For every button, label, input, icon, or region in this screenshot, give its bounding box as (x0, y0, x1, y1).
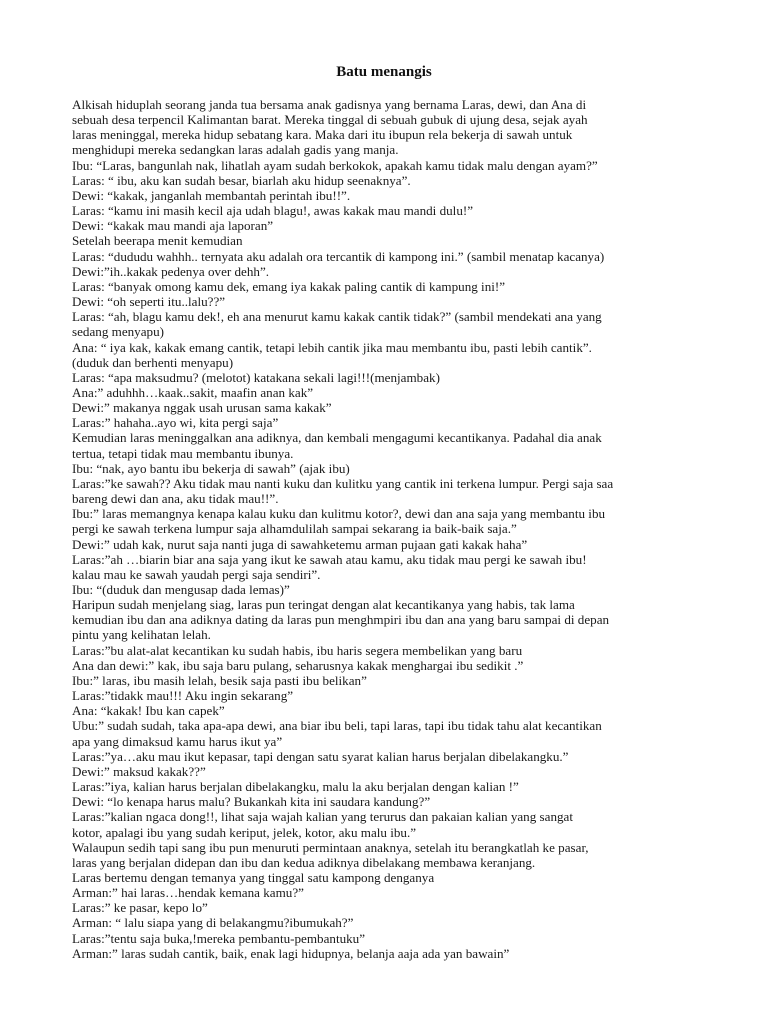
text-line: Alkisah hiduplah seorang janda tua bersama anak gadisnya yang bernama Laras, dewi, dan Ana di (72, 97, 587, 112)
text-line: Ana dan dewi:” kak, ibu saja baru pulang, seharusnya kakak menghargai ibu sedikit .” (72, 657, 524, 673)
text-line: kotor, apalagi ibu yang sudah keriput, jelek, kotor, aku malu ibu.” (72, 824, 417, 840)
text-line: Arman: “ lalu siapa yang di belakangmu?ibumukah?” (72, 915, 354, 931)
text-line: menghidupi mereka sedangkan laras adalah gadis yang manja. (72, 142, 399, 158)
text-line: Dewi:” makanya nggak usah urusan sama kakak” (72, 400, 332, 416)
text-line: Laras:”tentu saja buka,!mereka pembantu-pembantuku” (72, 930, 366, 946)
document-title: Batu menangis (336, 64, 432, 80)
text-line: Laras bertemu dengan temanya yang tinggal satu kampong denganya (72, 869, 435, 885)
text-line: Laras:” hahaha..ayo wi, kita pergi saja” (72, 415, 279, 431)
text-line: Laras:”ke sawah?? Aku tidak mau nanti kuku dan kulitku yang cantik ini terkena lumpur. Pergi saja saa (72, 475, 614, 491)
text-line: Arman:” laras sudah cantik, baik, enak lagi hidupnya, belanja aaja ada yan bawain” (72, 945, 510, 961)
text-line: Ibu: “(duduk dan mengusap dada lemas)” (72, 582, 290, 597)
text-line: Walaupun sedih tapi sang ibu pun menuruti permintaan anaknya, setelah itu berangkatlah ke pasar, (72, 839, 589, 855)
text-line: Laras: “ah, blagu kamu dek!, eh ana menurut kamu kakak cantik tidak?” (sambil mendekati ana yang (72, 309, 602, 325)
text-line: Dewi: “lo kenapa harus malu? Bukankah kita ini saudara kandung?” (72, 794, 431, 810)
text-line: Setelah beerapa menit kemudian (72, 233, 243, 249)
text-line: tertua, tetapi tidak mau membantu ibunya. (72, 445, 294, 461)
text-line: Ana: “ iya kak, kakak emang cantik, tetapi lebih cantik jika mau membantu ibu, pasti lebih cantik”. (72, 339, 592, 355)
text-line: Dewi:” udah kak, nurut saja nanti juga di sawahketemu arman pujaan gati kakak haha” (72, 536, 528, 552)
text-line: Ibu: “nak, ayo bantu ibu bekerja di sawah” (ajak ibu) (72, 460, 350, 476)
text-line: Laras:”iya, kalian harus berjalan dibelakangku, malu la aku berjalan dengan kalian !” (72, 779, 519, 795)
text-line: pergi ke sawah terkena lumpur saja alhamdulilah sampai sekarang ia baik-baik saja.” (72, 521, 517, 537)
text-line: bareng dewi dan ana, aku tidak mau!!”. (72, 491, 279, 507)
text-line: Dewi: “kakak, janganlah membantah perintah ibu!!”. (72, 187, 351, 203)
text-line: Ana: “kakak! Ibu kan capek” (72, 703, 225, 719)
text-line: Laras:”ya…aku mau ikut kepasar, tapi dengan satu syarat kalian harus berjalan dibelakangku.” (72, 748, 569, 764)
text-line: Kemudian laras meninggalkan ana adiknya, dan kembali mengagumi kecantikanya. Padahal dia anak (72, 430, 602, 446)
text-line: Laras: “apa maksudmu? (melotot) katakana sekali lagi!!!(menjambak) (72, 369, 440, 385)
text-line: apa yang dimaksud kamu harus ikut ya” (72, 733, 283, 749)
text-line: Dewi:”ih..kakak pedenya over dehh”. (72, 263, 270, 279)
text-line: Laras: “ ibu, aku kan sudah besar, biarlah aku hidup seenaknya”. (72, 172, 411, 188)
text-line: Dewi: “kakak mau mandi aja laporan” (72, 218, 274, 234)
text-line: Laras: “dududu wahhh.. ternyata aku adalah ora tercantik di kampong ini.” (sambil menatap kacanya) (72, 248, 605, 264)
text-line: Dewi:” maksud kakak??” (72, 763, 206, 779)
text-line: Laras:”ah …biarin biar ana saja yang ikut ke sawah atau kamu, aku tidak mau pergi ke sawah ibu! (72, 551, 587, 567)
text-line: Ubu:” sudah sudah, taka apa-apa dewi, ana biar ibu beli, tapi laras, tapi ibu tidak tahu alat kecantikan (72, 718, 602, 734)
text-line: Dewi: “oh seperti itu..lalu??” (72, 294, 226, 310)
text-line: sebuah desa terpencil Kalimantan barat. Mereka tinggal di sebuah gubuk di ujung desa, sejak ayah (72, 112, 588, 128)
text-line: laras meninggal, mereka hidup sebatang kara. Maka dari itu ibupun rela bekerja di sawah untuk (72, 127, 573, 143)
text-line: Laras:” ke pasar, kepo lo” (72, 900, 208, 916)
text-line: Laras: “kamu ini masih kecil aja udah blagu!, awas kakak mau mandi dulu!” (72, 203, 474, 219)
text-line: kalau mau ke sawah yaudah pergi saja sendiri”. (72, 566, 321, 582)
text-line: laras yang berjalan didepan dan ibu dan kedua adiknya dibelakang membawa keranjang. (72, 854, 536, 870)
text-line: (duduk dan berhenti menyapu) (72, 354, 234, 370)
text-line: Haripun sudah menjelang siag, laras pun teringat dengan alat kecantikanya yang habis, tak lama (72, 597, 575, 613)
text-line: Ana:” aduhhh…kaak..sakit, maafin anan kak” (72, 384, 314, 400)
text-line: kemudian ibu dan ana adiknya dating da laras pun menghmpiri ibu dan ana yang baru sampai di depan (72, 612, 610, 628)
text-line: Laras: “banyak omong kamu dek, emang iya kakak paling cantik di kampung ini!” (72, 278, 506, 294)
text-line: pintu yang kelihatan lelah. (72, 627, 211, 643)
text-line: Ibu:” laras, ibu masih lelah, besik saja pasti ibu belikan” (72, 672, 367, 688)
text-line: Laras:”tidakk mau!!! Aku ingin sekarang” (72, 688, 294, 704)
text-line: Laras:”bu alat-alat kecantikan ku sudah habis, ibu haris segera membelikan yang baru (72, 642, 523, 658)
story-body (72, 97, 712, 961)
text-line: Ibu:” laras memangnya kenapa kalau kuku dan kulitmu kotor?, dewi dan ana saja yang membantu ibu (72, 506, 606, 522)
text-line: Ibu: “Laras, bangunlah nak, lihatlah ayam sudah berkokok, apakah kamu tidak malu dengan ayam?” (72, 157, 598, 173)
text-line: Laras:”kalian ngaca dong!!, lihat saja wajah kalian yang terurus dan pakaian kalian yang sangat (72, 809, 573, 825)
text-line: sedang menyapu) (72, 324, 164, 340)
text-line: Arman:” hai laras…hendak kemana kamu?” (72, 885, 304, 901)
